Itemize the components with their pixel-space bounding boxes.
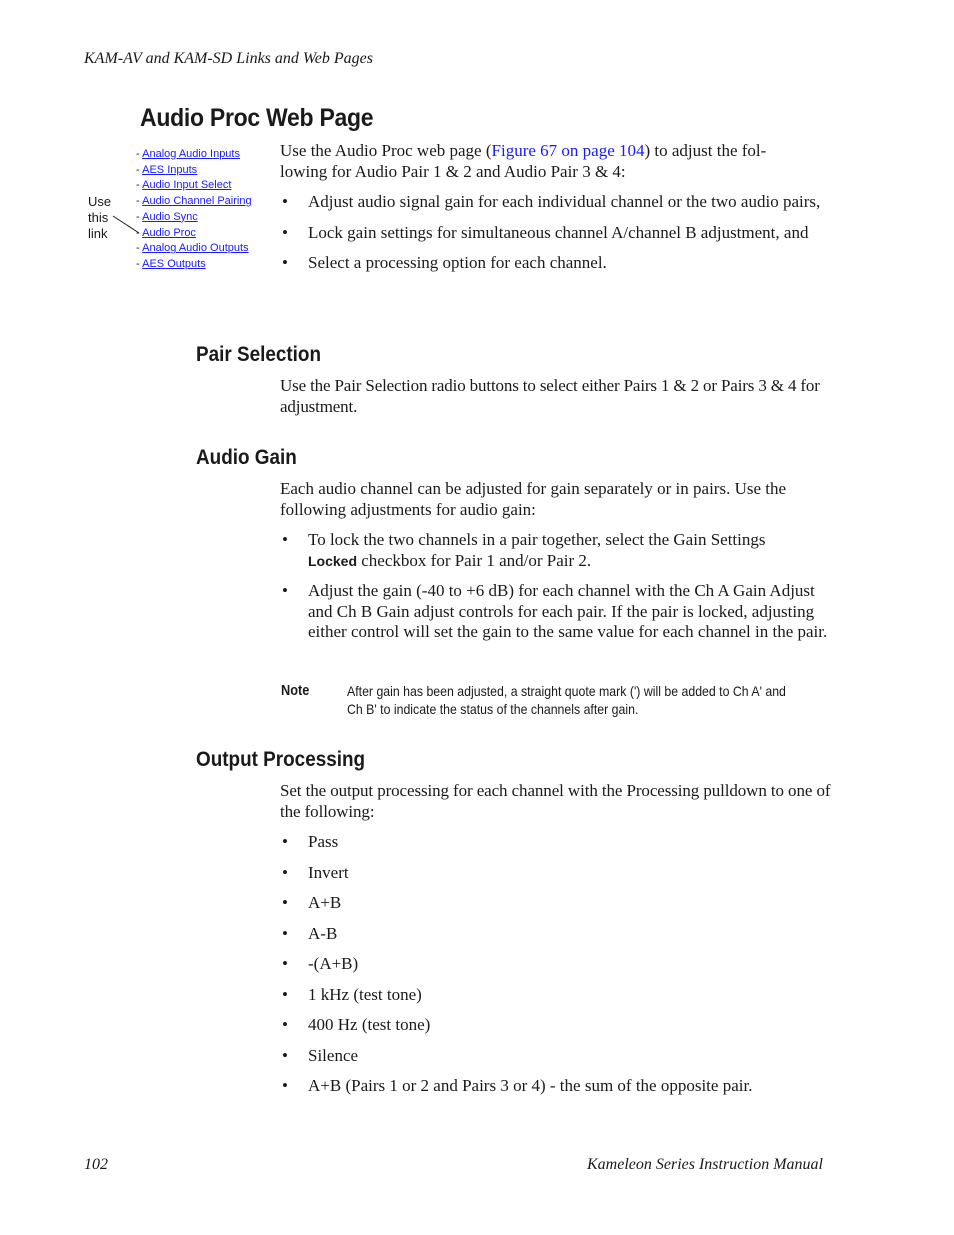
- nav-link-list: [136, 147, 252, 273]
- intro-text: ) to adjust the fol-: [644, 141, 767, 160]
- list-item: • To lock the two channels in a pair together, select the Gain Settings Locked checkbox for Pair 1 and/or Pair 2.: [282, 530, 766, 570]
- running-header: KAM-AV and KAM-SD Links and Web Pages: [84, 50, 373, 67]
- nav-item: - AES Outputs: [136, 257, 206, 270]
- list-item: • Select a processing option for each channel.: [282, 253, 607, 272]
- note-text: After gain has been adjusted, a straight quote mark (') will be added to Ch A' and Ch B' to indicate the status of the channels after gain.: [347, 683, 786, 717]
- figure-reference-link[interactable]: Figure 67 on page 104: [491, 141, 645, 160]
- output-processing-heading: Output Processing: [196, 748, 366, 771]
- nav-item: - AES Inputs: [136, 163, 198, 176]
- bullet-glyph: •: [282, 1045, 288, 1065]
- bullet-glyph: •: [282, 222, 288, 242]
- list-item: • Silence: [282, 1045, 359, 1065]
- intro-bullet-list: [280, 192, 842, 274]
- list-item: • Adjust audio signal gain for each individual channel or the two audio pairs,: [282, 192, 821, 211]
- nav-item: - Audio Proc: [136, 226, 196, 239]
- bullet-glyph: •: [282, 192, 288, 211]
- bullet-glyph: •: [282, 984, 288, 1004]
- page-number: 102: [84, 1156, 108, 1173]
- list-item: • Adjust the gain (-40 to +6 dB) for each channel with the Ch A Gain Adjust and Ch B Gain adjust controls for each pair. If the pair is locked, adjusting either control will set the gain to the same value for each channel in the pair.: [282, 581, 828, 641]
- nav-link-audio-channel-pairing[interactable]: Audio Channel Pairing: [142, 195, 252, 208]
- list-item: • -(A+B): [282, 954, 359, 973]
- callout-line: this: [88, 210, 109, 225]
- callout-line: Use: [88, 194, 112, 209]
- pair-selection-heading: Pair Selection: [196, 343, 322, 366]
- list-item: • Lock gain settings for simultaneous channel A/channel B adjustment, and: [282, 222, 809, 242]
- nav-link-analog-audio-inputs[interactable]: Analog Audio Inputs: [142, 148, 240, 160]
- callout-leader-line: [112, 214, 144, 236]
- bullet-glyph: •: [282, 832, 288, 851]
- bullet-glyph: •: [282, 954, 288, 973]
- bullet-glyph: •: [282, 1076, 288, 1095]
- bullet-glyph: •: [282, 530, 288, 549]
- nav-link-analog-audio-outputs[interactable]: Analog Audio Outputs: [142, 242, 249, 255]
- bullet-glyph: •: [282, 923, 288, 943]
- list-item: • A+B: [282, 893, 342, 912]
- bullet-glyph: •: [282, 893, 288, 912]
- list-item: • Invert: [282, 862, 349, 882]
- locked-term: Locked: [308, 552, 358, 569]
- bullet-glyph: •: [282, 1015, 288, 1034]
- list-item: • 1 kHz (test tone): [282, 984, 422, 1004]
- nav-item: - Analog Audio Outputs: [136, 242, 249, 255]
- nav-item: - Audio Sync: [136, 210, 198, 223]
- bullet-glyph: •: [282, 581, 288, 600]
- bullet-glyph: •: [282, 253, 288, 272]
- nav-item: - Audio Channel Pairing: [136, 195, 252, 208]
- pair-selection-text: Use the Pair Selection radio buttons to select either Pairs 1 & 2 or Pairs 3 & 4 for adjustment.: [280, 376, 820, 416]
- nav-link-aes-inputs[interactable]: AES Inputs: [142, 163, 198, 176]
- audio-gain-heading: Audio Gain: [196, 446, 297, 469]
- audio-gain-text: Each audio channel can be adjusted for gain separately or in pairs. Use the following adjustments for audio gain:: [280, 479, 787, 519]
- note-label: Note: [281, 682, 310, 699]
- processing-options-list: [280, 832, 842, 1097]
- callout-line: link: [88, 226, 108, 241]
- intro-text: Use the Audio Proc web page (: [280, 141, 492, 160]
- audio-gain-bullet-list: [280, 530, 842, 643]
- nav-link-aes-outputs[interactable]: AES Outputs: [142, 257, 206, 270]
- list-item: • A-B: [282, 923, 338, 943]
- nav-item: - Audio Input Select: [136, 179, 232, 192]
- output-processing-text: Set the output processing for each channel with the Processing pulldown to one of the following:: [280, 781, 831, 821]
- nav-link-audio-sync[interactable]: Audio Sync: [142, 210, 198, 223]
- list-item: • 400 Hz (test tone): [282, 1015, 431, 1034]
- nav-link-audio-input-select[interactable]: Audio Input Select: [142, 179, 232, 192]
- nav-item: - Analog Audio Inputs: [136, 148, 240, 160]
- intro-paragraph: [280, 141, 842, 182]
- nav-link-audio-proc[interactable]: Audio Proc: [142, 226, 196, 239]
- intro-text: lowing for Audio Pair 1 & 2 and Audio Pair 3 & 4:: [280, 161, 626, 181]
- bullet-glyph: •: [282, 862, 288, 882]
- manual-title: Kameleon Series Instruction Manual: [587, 1156, 823, 1173]
- use-this-link-callout: [88, 194, 111, 242]
- list-item: • A+B (Pairs 1 or 2 and Pairs 3 or 4) - the sum of the opposite pair.: [282, 1076, 753, 1095]
- section-title: Audio Proc Web Page: [140, 104, 374, 132]
- list-item: • Pass: [282, 832, 339, 851]
